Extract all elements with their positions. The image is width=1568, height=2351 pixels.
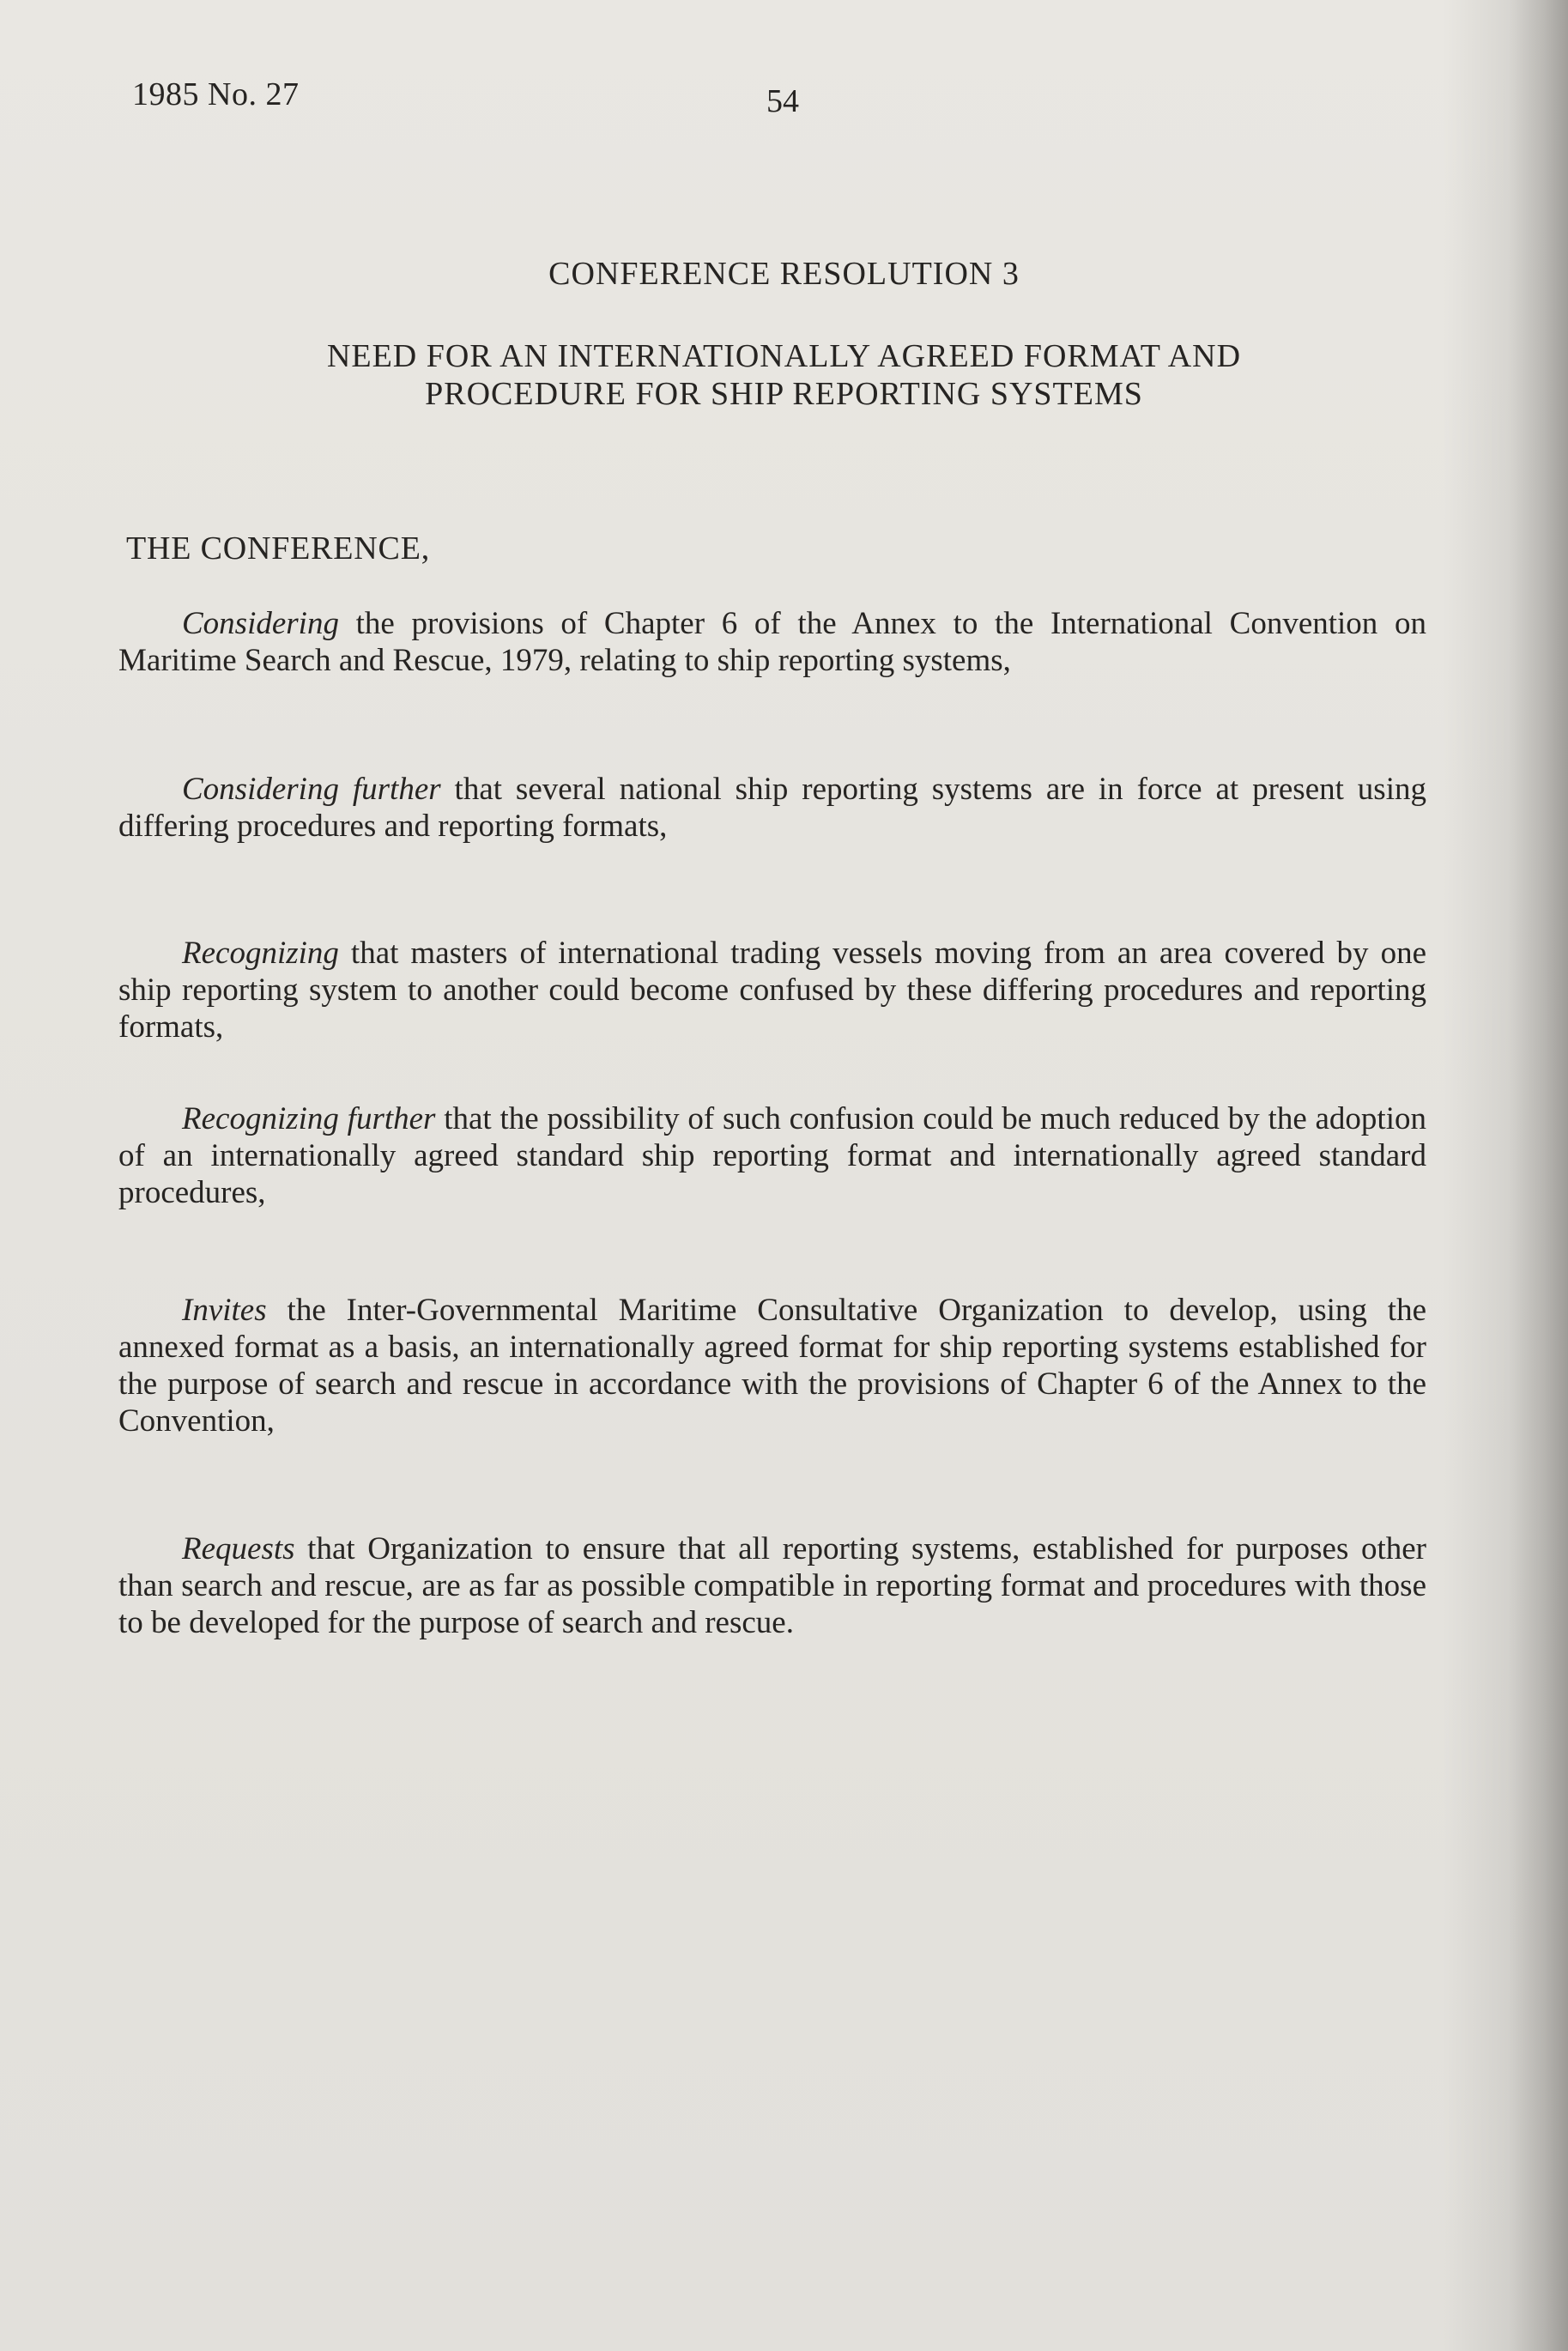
paragraph-text: that several national ship reporting systems are in force at present using differing procedures and reporting formats,	[118, 772, 1426, 844]
page-number: 54	[766, 83, 799, 119]
paragraph-invites	[118, 1292, 1426, 1439]
paragraph-lead: Requests	[182, 1531, 295, 1566]
resolution-title: CONFERENCE RESOLUTION 3	[548, 256, 1020, 292]
paragraph-considering-further	[118, 771, 1426, 845]
paragraph-lead: Recognizing further	[182, 1101, 436, 1136]
resolution-subject-line-1: NEED FOR AN INTERNATIONALLY AGREED FORMAT AND	[326, 338, 1242, 374]
paragraph-recognizing-further	[118, 1100, 1426, 1211]
paragraph-considering	[118, 605, 1426, 679]
paragraph-text: that Organization to ensure that all reporting systems, established for purposes other than search and rescue, are as far as possible compatible in reporting format and procedures with those to be developed for the purpose of search and rescue.	[118, 1531, 1426, 1640]
resolution-subject-line-2: PROCEDURE FOR SHIP REPORTING SYSTEMS	[425, 376, 1143, 412]
paragraph-text: that the possibility of such confusion could be much reduced by the adoption of an internationally agreed standard ship reporting format and internationally agreed standard procedures,	[118, 1101, 1426, 1210]
paragraph-lead: Considering	[182, 606, 339, 641]
paragraph-text: the Inter-Governmental Maritime Consultative Organization to develop, using the annexed format as a basis, an internationally agreed format for ship reporting systems established for the purpose of search and rescue in accordance with the provisions of Chapter 6 of the Annex to the Convention,	[118, 1293, 1426, 1439]
paragraph-lead: Considering further	[182, 772, 441, 807]
paragraph-recognizing	[118, 935, 1426, 1045]
header-year-number: 1985 No. 27	[132, 76, 300, 112]
paragraph-text: the provisions of Chapter 6 of the Annex to the International Convention on Maritime Search and Rescue, 1979, relating to ship reporting systems,	[118, 606, 1426, 678]
conference-heading: THE CONFERENCE,	[126, 530, 430, 567]
paragraph-lead: Invites	[182, 1293, 267, 1328]
paragraph-requests	[118, 1530, 1426, 1641]
paragraph-lead: Recognizing	[182, 936, 339, 971]
paragraph-text: that masters of international trading vessels moving from an area covered by one ship reporting system to another could become confused by these differing procedures and reporting formats,	[118, 936, 1426, 1045]
